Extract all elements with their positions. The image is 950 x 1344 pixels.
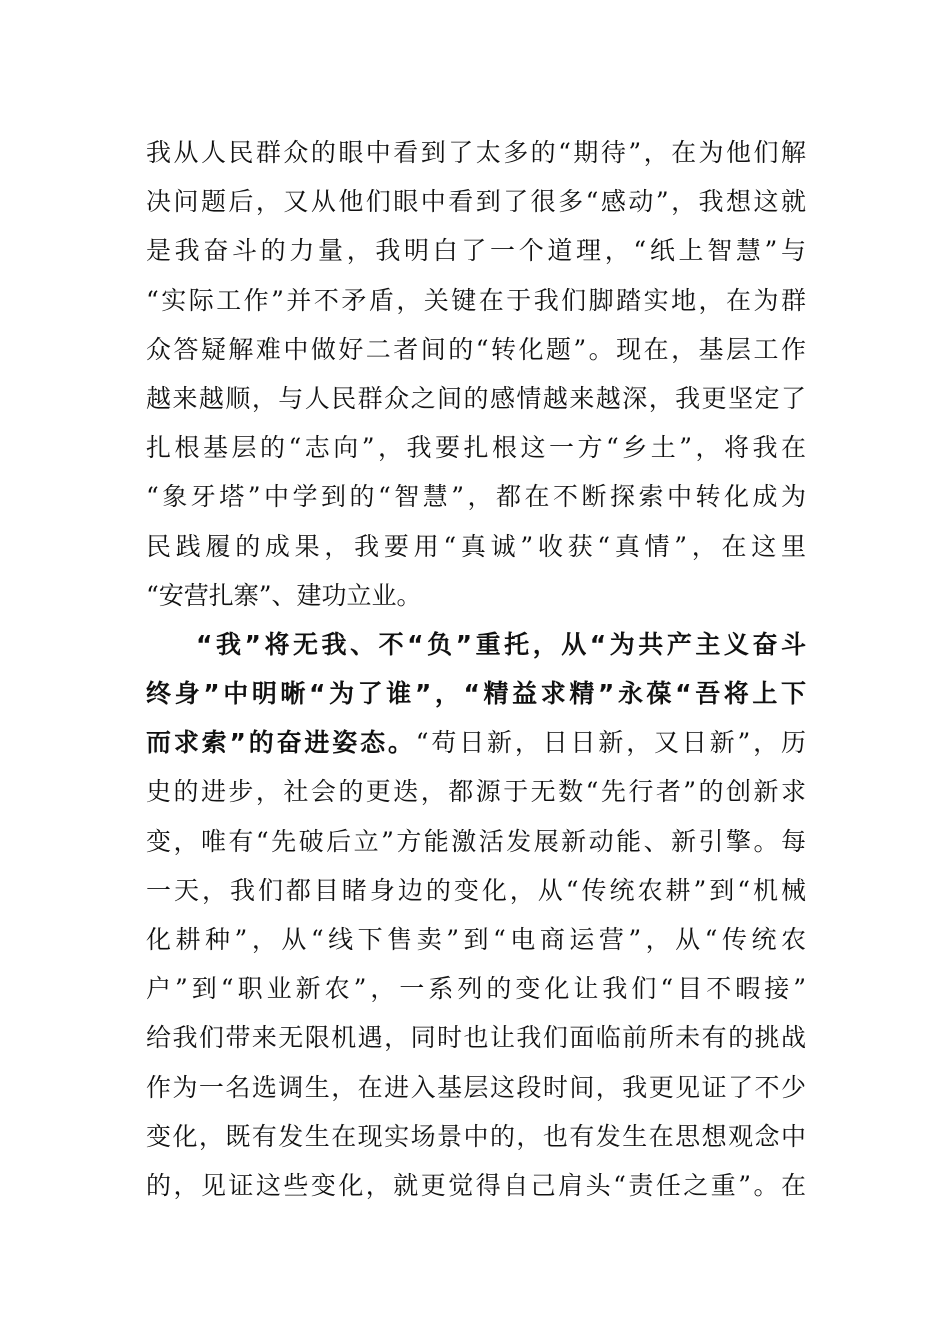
text-line: 变，唯有“先破后立”方能激活发展新动能、新引擎。每: [146, 826, 806, 856]
text-line: 一天，我们都目睹身边的变化，从“传统农耕”到“机械: [146, 875, 806, 905]
text-line: [146, 718, 806, 767]
text-line: 户”到“职业新农”，一系列的变化让我们“目不暇接”: [146, 974, 806, 1004]
text-line: 众答疑解难中做好二者间的“转化题”。现在，基层工作: [146, 334, 806, 364]
text-line: 作为一名选调生，在进入基层这段时间，我更见证了不少: [146, 1072, 806, 1102]
text-line: 是我奋斗的力量，我明白了一个道理，“纸上智慧”与: [146, 236, 806, 266]
bold-segment: 而求索”的奋进姿态。: [146, 728, 416, 758]
bold-text-line: “我”将无我、不“负”重托，从“为共产主义奋斗: [196, 629, 806, 659]
text-line: 变化，既有发生在现实场景中的，也有发生在思想观念中: [146, 1121, 806, 1151]
text-line: 决问题后，又从他们眼中看到了很多“感动”，我想这就: [146, 187, 806, 217]
text-segment: “苟日新，日日新，又日新”，历: [415, 728, 806, 758]
text-line: 的，见证这些变化，就更觉得自己肩头“责任之重”。在: [146, 1170, 806, 1200]
document-body: [146, 128, 806, 1210]
bold-text-line: 终身”中明晰“为了谁”，“精益求精”永葆“吾将上下: [146, 679, 806, 709]
text-line: 给我们带来无限机遇，同时也让我们面临前所未有的挑战: [146, 1023, 806, 1053]
text-line: “安营扎寨”、建功立业。: [146, 580, 422, 610]
text-line: 民践履的成果，我要用“真诚”收获“真情”，在这里: [146, 531, 806, 561]
text-line: 我从人民群众的眼中看到了太多的“期待”，在为他们解: [146, 138, 806, 167]
text-line: “象牙塔”中学到的“智慧”，都在不断探索中转化成为: [146, 482, 806, 512]
text-line: 化耕种”，从“线下售卖”到“电商运营”，从“传统农: [146, 925, 806, 954]
text-line: 越来越顺，与人民群众之间的感情越来越深，我更坚定了: [146, 383, 806, 413]
text-line: “实际工作”并不矛盾，关键在于我们脚踏实地，在为群: [146, 285, 806, 315]
text-line: 扎根基层的“志向”，我要扎根这一方“乡土”，将我在: [146, 433, 806, 463]
text-line: 史的进步，社会的更迭，都源于无数“先行者”的创新求: [146, 777, 806, 807]
